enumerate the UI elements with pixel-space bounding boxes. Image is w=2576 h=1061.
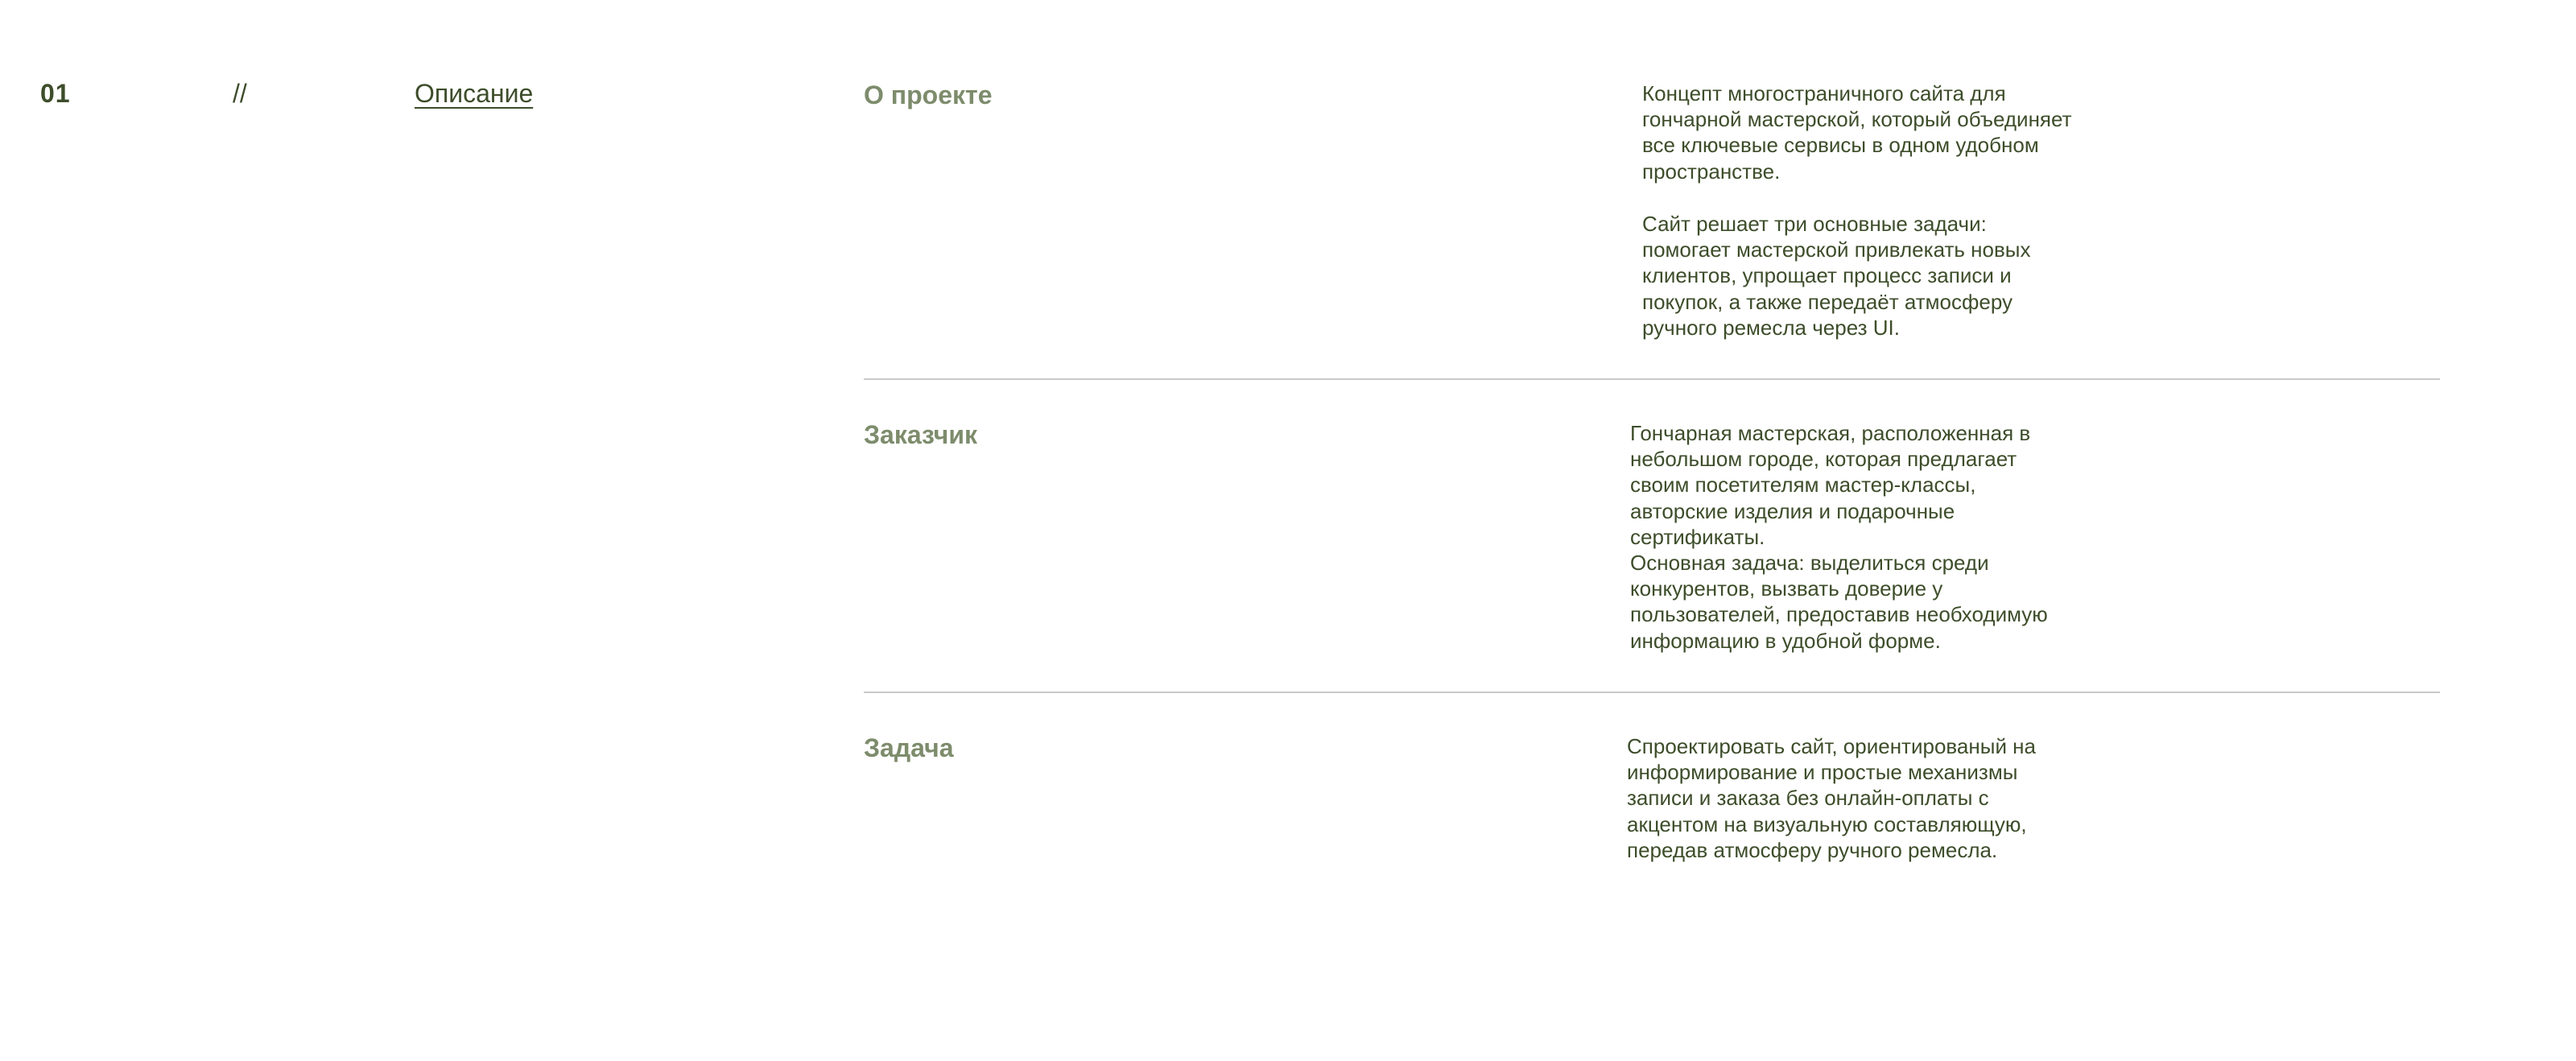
section-number: 01 [40,79,71,108]
about-paragraph-1: Концепт многостраничного сайта для гончарной мастерской, который объединяет все ключевые сервисы в одном удобном пространстве. [1642,81,2072,184]
client-paragraph: Гончарная мастерская, расположенная в небольшом городе, которая предлагает своим посетителям мастер-классы, авторские изделия и подарочные сертификаты. Основная задача: выделиться среди конкурентов, вызвать доверие у пользователей, предоставив необходимую информацию в удобной форме. [1630,421,2048,653]
row-title-about: О проекте [864,81,993,109]
row-divider [864,378,2440,380]
row-title-client: Заказчик [864,420,977,449]
section-link-description[interactable]: Описание [415,79,534,108]
about-paragraph-2: Сайт решает три основные задачи: помогает мастерской привлекать новых клиентов, упрощает процесс записи и покупок, а также передаёт атмосферу ручного ремесла через UI. [1642,212,2031,340]
section-separator: // [233,79,247,108]
task-paragraph: Спроектировать сайт, ориентированый на информирование и простые механизмы записи и заказа без онлайн-оплаты с акцентом на визуальную составляющую, передав атмосферу ручного ремесла. [1627,734,2037,862]
row-divider [864,692,2440,693]
row-title-task: Задача [864,733,954,762]
